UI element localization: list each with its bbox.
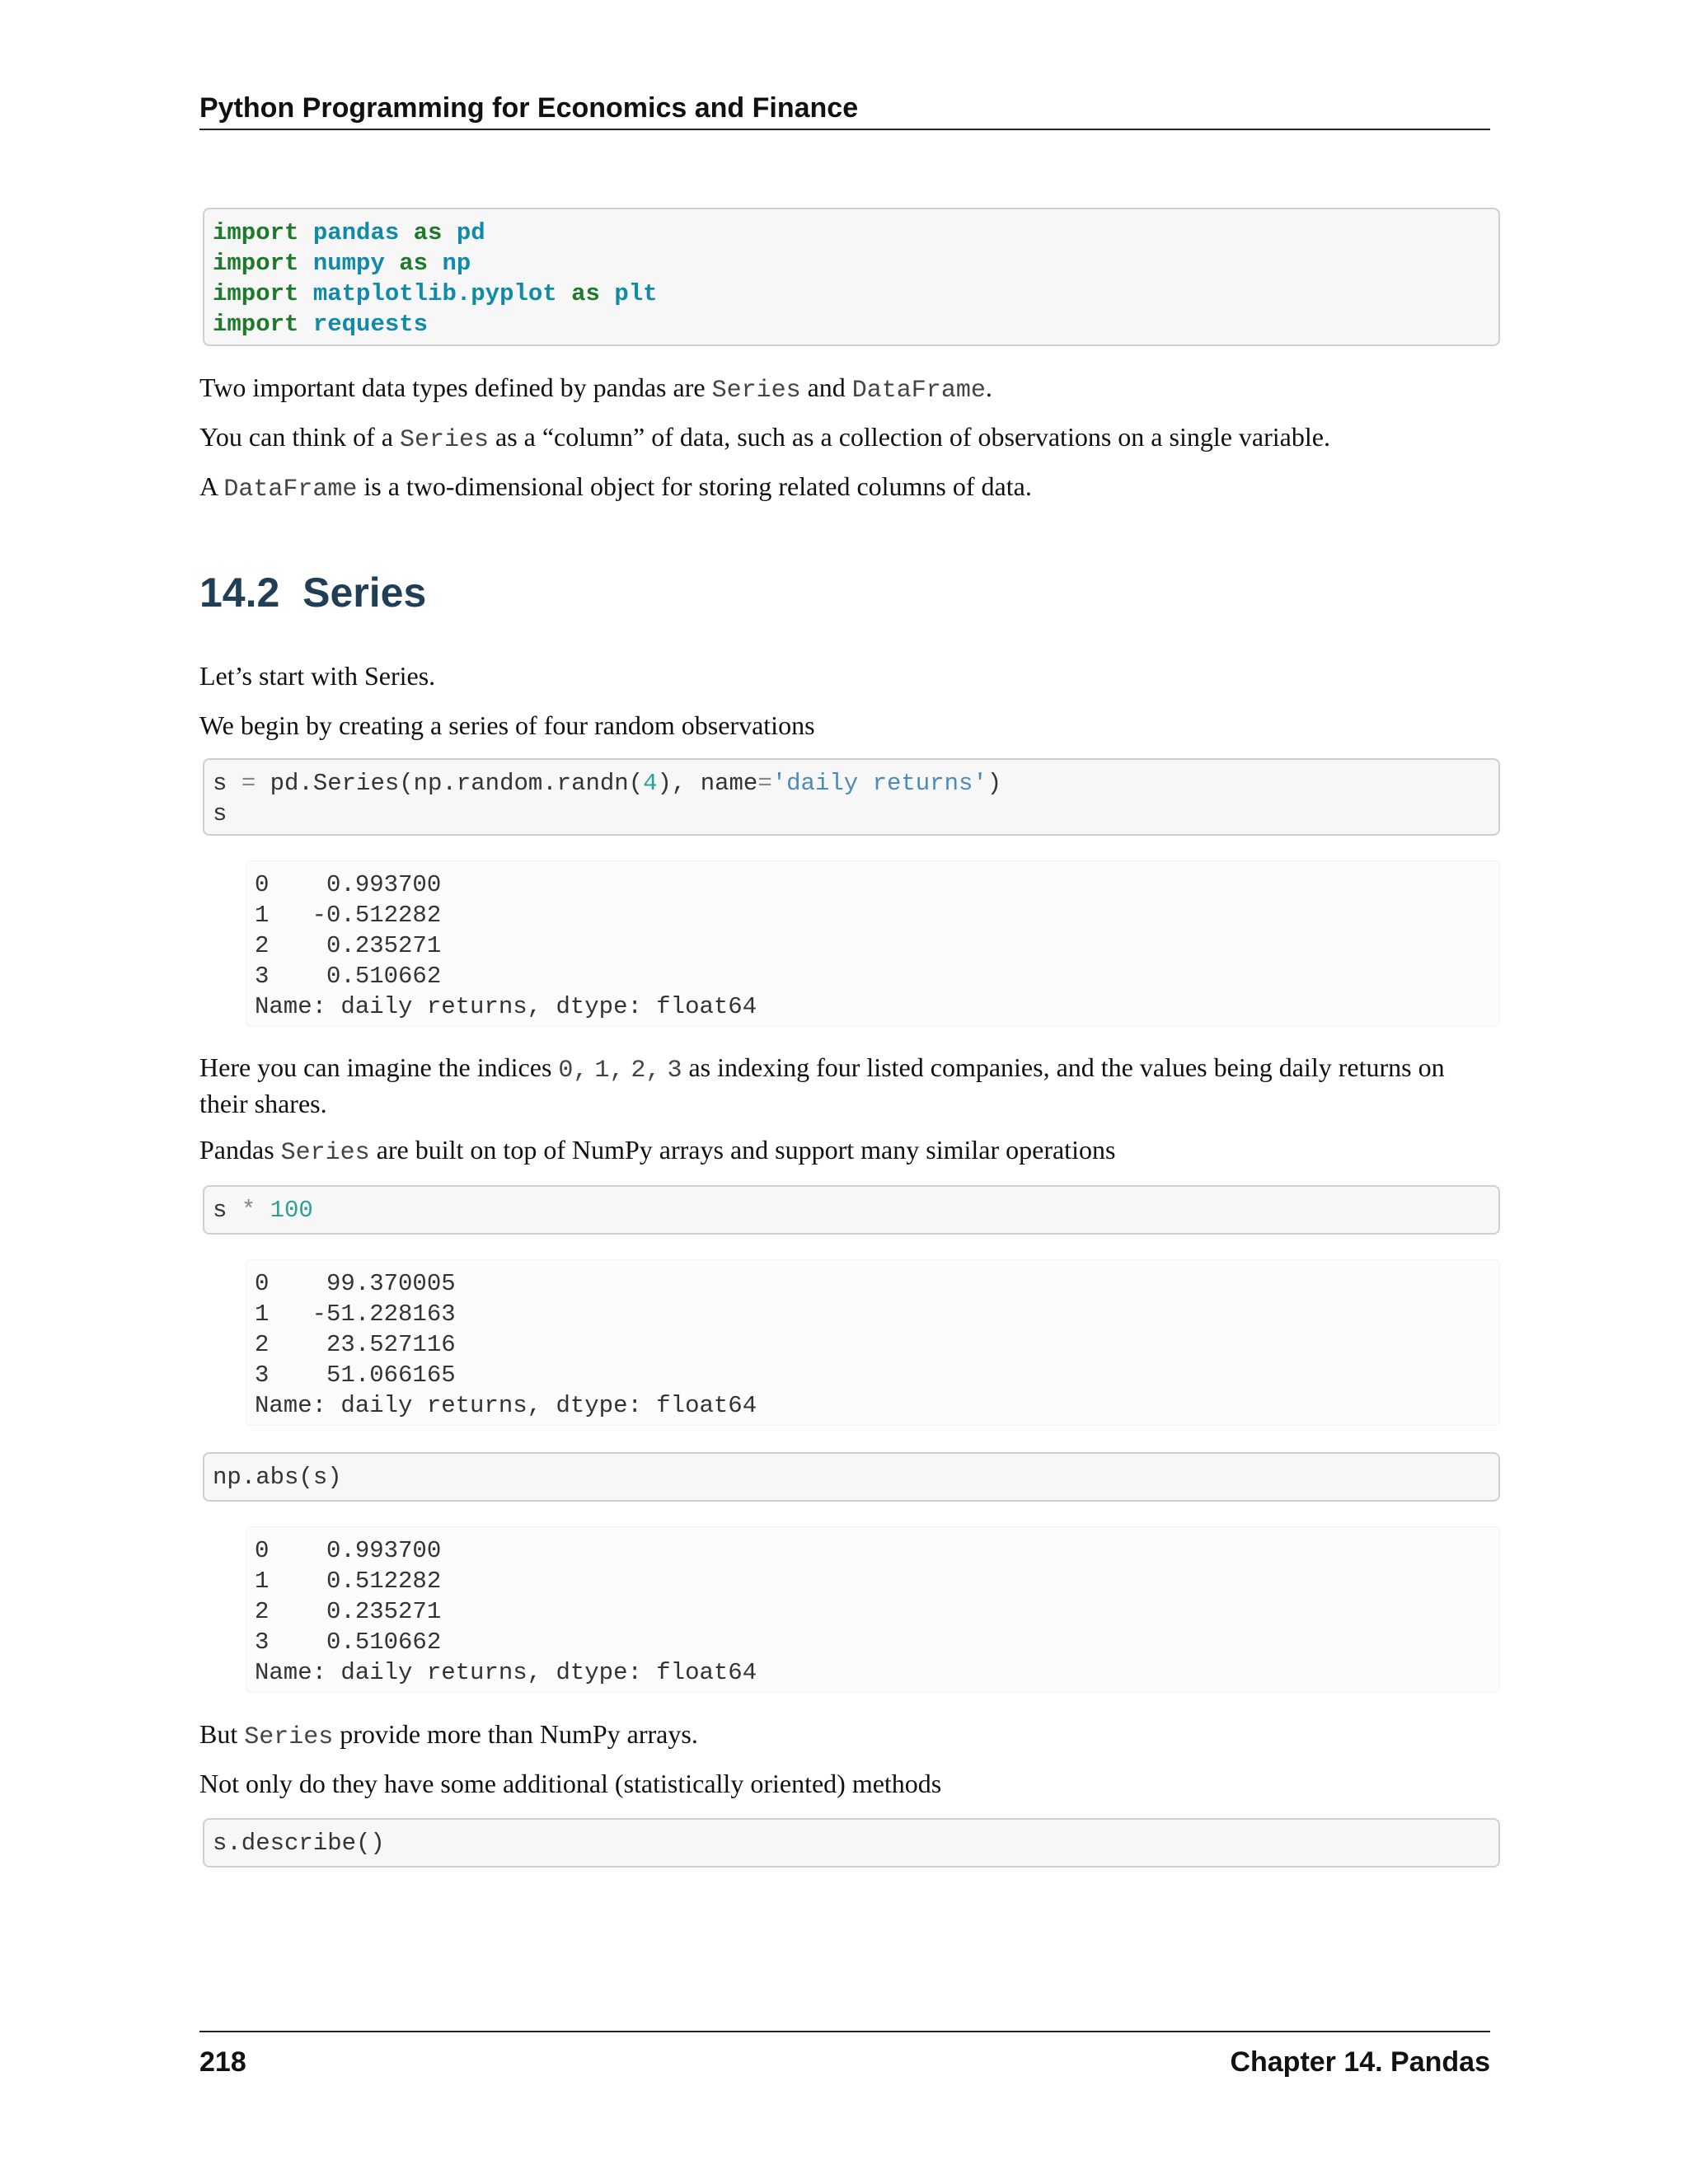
code-line-s: s [213, 800, 227, 827]
output-line: 1 0.512282 [255, 1568, 442, 1595]
code-cell-abs[interactable] [203, 1452, 1500, 1502]
code-line-import-pandas: import pandas as pd [213, 219, 485, 246]
code-line-multiply: s * 100 [213, 1197, 313, 1224]
paragraph-data-types: Two important data types defined by pandas are Series and DataFrame. [199, 373, 992, 405]
paragraph-series-column: You can think of a Series as a “column” of data, such as a collection of observations on a single variable. [199, 422, 1330, 454]
output-line: Name: daily returns, dtype: float64 [255, 993, 757, 1020]
paragraph-statistical-methods: Not only do they have some additional (statistically oriented) methods [199, 1769, 942, 1798]
output-cell-create-series [246, 860, 1500, 1027]
header-rule [199, 129, 1490, 130]
output-line: 3 0.510662 [255, 963, 442, 990]
output-line: Name: daily returns, dtype: float64 [255, 1392, 757, 1419]
output-line: 1 -51.228163 [255, 1301, 456, 1328]
code-cell-multiply[interactable] [203, 1185, 1500, 1235]
output-line: 2 0.235271 [255, 1598, 442, 1625]
footer-rule [199, 2031, 1490, 2032]
code-cell-imports[interactable] [203, 208, 1500, 346]
code-cell-create-series[interactable] [203, 758, 1500, 836]
paragraph-dataframe: A DataFrame is a two-dimensional object for storing related columns of data. [199, 471, 1032, 504]
code-line-describe: s.describe() [213, 1830, 385, 1857]
paragraph-start-series: Let’s start with Series. [199, 661, 436, 691]
chapter-title: Chapter 14. Pandas [1230, 2046, 1490, 2078]
output-line: 3 51.066165 [255, 1361, 456, 1389]
output-line: 2 23.527116 [255, 1331, 456, 1358]
running-head: Python Programming for Economics and Finance [199, 92, 859, 124]
paragraph-indices: Here you can imagine the indices 0, 1, 2, 3 as indexing four listed companies, and the values being daily returns on their shares. [199, 1052, 1445, 1118]
code-line-import-requests: import requests [213, 311, 429, 338]
paragraph-more-than-numpy: But Series provide more than NumPy arrays. [199, 1719, 698, 1751]
paragraph-four-observations: We begin by creating a series of four random observations [199, 710, 815, 740]
output-line: 3 0.510662 [255, 1629, 442, 1656]
code-line-import-matplotlib: import matplotlib.pyplot as plt [213, 280, 658, 307]
output-line: 2 0.235271 [255, 932, 442, 959]
output-cell-abs [246, 1526, 1500, 1693]
output-line: 1 -0.512282 [255, 902, 442, 929]
output-line: Name: daily returns, dtype: float64 [255, 1659, 757, 1686]
output-line: 0 0.993700 [255, 1537, 442, 1564]
section-heading: 14.2 Series [199, 569, 427, 616]
code-line-create-series: s = pd.Series(np.random.randn(4), name='daily returns') [213, 770, 1002, 797]
output-line: 0 0.993700 [255, 871, 442, 898]
output-cell-multiply [246, 1259, 1500, 1426]
code-line-import-numpy: import numpy as np [213, 250, 471, 277]
code-cell-describe[interactable] [203, 1818, 1500, 1868]
code-line-abs: np.abs(s) [213, 1464, 342, 1491]
output-line: 0 99.370005 [255, 1270, 456, 1297]
paragraph-numpy: Pandas Series are built on top of NumPy arrays and support many similar operations [199, 1135, 1116, 1167]
page-number: 218 [199, 2046, 246, 2078]
